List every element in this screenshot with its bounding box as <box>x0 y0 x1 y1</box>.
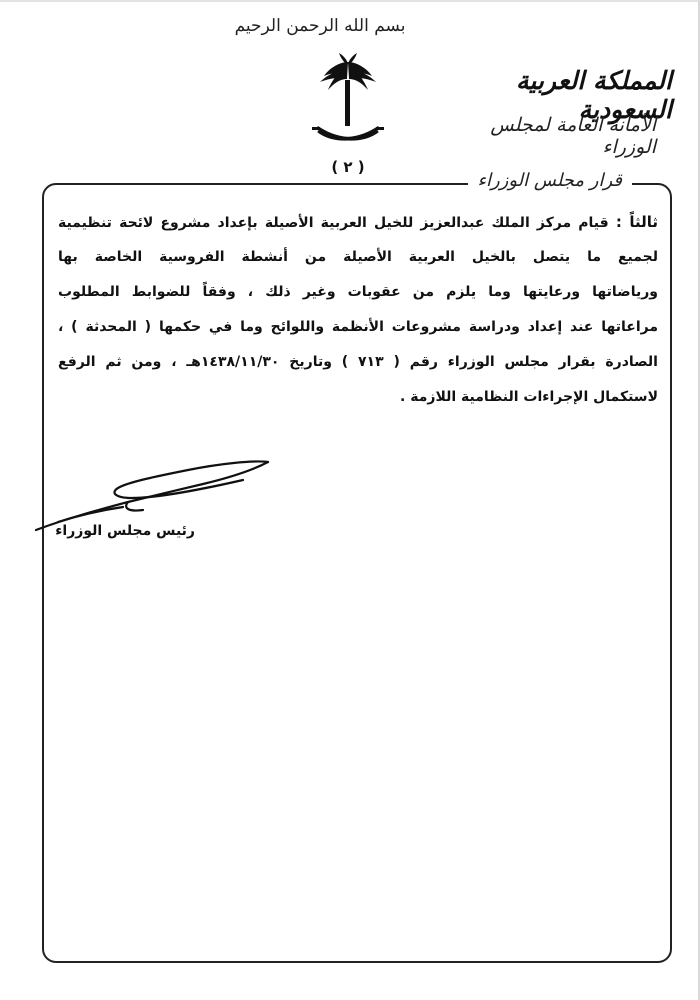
clause-label: ثالثاً : <box>615 213 658 231</box>
body-line-2: لجميع ما يتصل بالخيل العربية الأصيلة من أنشطة الفروسية الخاصة بها <box>58 249 658 265</box>
body-line-3: ورياضاتها ورعايتها وما يلزم من عقوبات وغير ذلك ، وفقاً للضوابط المطلوب <box>58 284 658 300</box>
page-number: ( ٢ ) <box>331 158 365 176</box>
body-line-6: لاستكمال الإجراءات النظامية اللازمة . <box>400 389 658 405</box>
basmala-calligraphy: بسم الله الرحمن الرحيم <box>234 16 406 36</box>
signatory-title: رئيس مجلس الوزراء <box>55 523 195 539</box>
body-line-4: مراعاتها عند إعداد ودراسة مشروعات الأنظمة واللوائح وما في حكمها ( المحدثة ) ، <box>58 319 658 335</box>
frame-label: قرار مجلس الوزراء <box>468 170 632 191</box>
body-line-5: الصادرة بقرار مجلس الوزراء رقم ( ٧١٣ ) وتاريخ ١٤٣٨/١١/٣٠هـ ، ومن ثم الرفع <box>58 354 658 370</box>
body-line-1 <box>58 205 658 240</box>
decision-body <box>58 205 658 415</box>
secretariat-title: الأمانة العامة لمجلس الوزراء <box>490 114 656 158</box>
body-line-text: قيام مركز الملك عبدالعزيز للخيل العربية الأصيلة بإعداد مشروع لائحة تنظيمية <box>58 215 609 231</box>
saudi-emblem-icon <box>308 52 388 152</box>
kingdom-title: المملكة العربية السعودية <box>516 66 672 124</box>
